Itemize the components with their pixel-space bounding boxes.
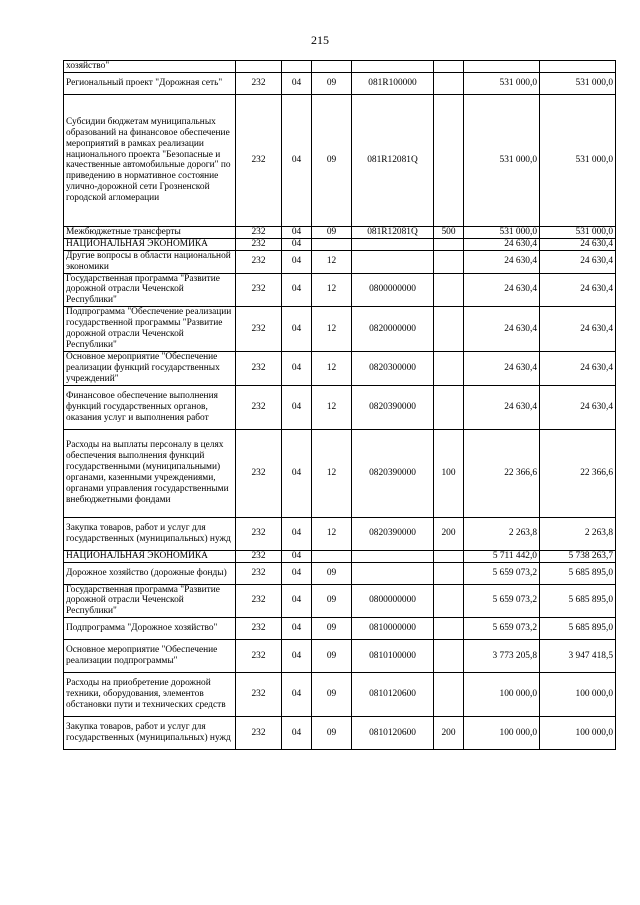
table-row [64, 61, 616, 73]
row-section: 04 [282, 273, 312, 307]
row-target-code: 081R12081Q [352, 226, 434, 238]
row-code: 232 [236, 250, 282, 273]
row-name: Региональный проект "Дорожная сеть" [64, 72, 236, 94]
row-code: 232 [236, 584, 282, 618]
row-expense-type [434, 673, 464, 717]
row-expense-type [434, 94, 464, 226]
row-expense-type [434, 250, 464, 273]
row-code: 232 [236, 94, 282, 226]
row-amount-year-1: 5 659 073,2 [464, 562, 540, 584]
row-name: Основное мероприятие "Обеспечение реализации подпрограммы" [64, 640, 236, 673]
row-subsection: 09 [312, 618, 352, 640]
row-section: 04 [282, 640, 312, 673]
row-amount-year-2: 3 947 418,5 [540, 640, 616, 673]
row-amount-year-2: 531 000,0 [540, 72, 616, 94]
row-section: 04 [282, 307, 312, 352]
row-target-code: 0820300000 [352, 351, 434, 385]
row-subsection: 12 [312, 307, 352, 352]
row-amount-year-2: 5 738 263,7 [540, 550, 616, 562]
row-target-code [352, 250, 434, 273]
row-target-code: 0820390000 [352, 429, 434, 517]
page-number: 215 [311, 33, 329, 47]
row-expense-type [434, 72, 464, 94]
row-name: Закупка товаров, работ и услуг для государственных (муниципальных) нужд [64, 717, 236, 750]
row-amount-year-2: 5 685 895,0 [540, 618, 616, 640]
row-section: 04 [282, 250, 312, 273]
row-amount-year-2: 531 000,0 [540, 226, 616, 238]
row-code: 232 [236, 517, 282, 550]
row-section: 04 [282, 429, 312, 517]
row-subsection: 09 [312, 673, 352, 717]
row-subsection: 09 [312, 717, 352, 750]
row-amount-year-1: 531 000,0 [464, 226, 540, 238]
row-target-code [352, 238, 434, 250]
row-code: 232 [236, 562, 282, 584]
row-amount-year-1: 100 000,0 [464, 717, 540, 750]
table-row [64, 273, 616, 307]
table-row [64, 717, 616, 750]
row-section: 04 [282, 673, 312, 717]
row-expense-type [434, 238, 464, 250]
row-expense-type: 200 [434, 717, 464, 750]
row-amount-year-1: 24 630,4 [464, 273, 540, 307]
row-amount-year-2: 22 366,6 [540, 429, 616, 517]
row-code: 232 [236, 550, 282, 562]
row-code: 232 [236, 273, 282, 307]
row-target-code: 0810000000 [352, 618, 434, 640]
table-row [64, 238, 616, 250]
row-section: 04 [282, 238, 312, 250]
row-amount-year-2: 100 000,0 [540, 717, 616, 750]
row-code: 232 [236, 385, 282, 429]
row-name: Подпрограмма "Обеспечение реализации государственной программы "Развитие дорожной отрасли Чеченской Республики" [64, 307, 236, 352]
row-subsection: 09 [312, 584, 352, 618]
table-row [64, 351, 616, 385]
row-name: Государственная программа "Развитие дорожной отрасли Чеченской Республики" [64, 273, 236, 307]
row-subsection: 12 [312, 250, 352, 273]
row-name: Основное мероприятие "Обеспечение реализации функций государственных учреждений" [64, 351, 236, 385]
row-expense-type [434, 351, 464, 385]
row-subsection [312, 61, 352, 73]
row-section: 04 [282, 351, 312, 385]
row-name: Межбюджетные трансферты [64, 226, 236, 238]
row-amount-year-1: 24 630,4 [464, 385, 540, 429]
table-row [64, 307, 616, 352]
row-expense-type [434, 385, 464, 429]
row-name: Дорожное хозяйство (дорожные фонды) [64, 562, 236, 584]
row-subsection: 12 [312, 517, 352, 550]
budget-table [63, 60, 616, 750]
table-row [64, 385, 616, 429]
table-row [64, 94, 616, 226]
row-amount-year-1: 3 773 205,8 [464, 640, 540, 673]
row-amount-year-1: 24 630,4 [464, 351, 540, 385]
row-amount-year-2: 24 630,4 [540, 273, 616, 307]
row-expense-type [434, 618, 464, 640]
row-target-code: 081R100000 [352, 72, 434, 94]
row-name: Субсидии бюджетам муниципальных образований на финансовое обеспечение мероприятий в рамках реализации национального проекта "Безопасные и качественные автомобильные дороги" по приведению в нормативное состояние улично-дорожной сети Грозненской городской агломерации [64, 94, 236, 226]
row-name: Расходы на выплаты персоналу в целях обеспечения выполнения функций государственными (муниципальными) органами, казенными учреждениями, органами управления государственными внебюджетными фондами [64, 429, 236, 517]
row-expense-type: 200 [434, 517, 464, 550]
row-target-code [352, 550, 434, 562]
table-body [64, 61, 616, 750]
row-code: 232 [236, 640, 282, 673]
row-subsection: 12 [312, 351, 352, 385]
row-expense-type [434, 584, 464, 618]
row-subsection: 12 [312, 385, 352, 429]
row-section: 04 [282, 226, 312, 238]
row-expense-type: 500 [434, 226, 464, 238]
row-target-code [352, 562, 434, 584]
table-row [64, 673, 616, 717]
table-row [64, 584, 616, 618]
row-target-code: 0810100000 [352, 640, 434, 673]
row-subsection: 12 [312, 429, 352, 517]
row-amount-year-2: 24 630,4 [540, 307, 616, 352]
row-amount-year-1: 24 630,4 [464, 238, 540, 250]
row-expense-type [434, 550, 464, 562]
row-subsection [312, 550, 352, 562]
row-target-code: 0820390000 [352, 385, 434, 429]
row-amount-year-2: 24 630,4 [540, 351, 616, 385]
row-subsection: 09 [312, 94, 352, 226]
row-amount-year-1: 531 000,0 [464, 72, 540, 94]
row-expense-type [434, 61, 464, 73]
row-section: 04 [282, 517, 312, 550]
row-code: 232 [236, 351, 282, 385]
row-subsection: 09 [312, 72, 352, 94]
row-section: 04 [282, 94, 312, 226]
table-row [64, 550, 616, 562]
row-code: 232 [236, 226, 282, 238]
row-target-code [352, 61, 434, 73]
row-amount-year-1: 24 630,4 [464, 250, 540, 273]
row-amount-year-1: 5 659 073,2 [464, 584, 540, 618]
row-amount-year-2 [540, 61, 616, 73]
row-subsection: 12 [312, 273, 352, 307]
row-expense-type [434, 562, 464, 584]
row-section: 04 [282, 550, 312, 562]
row-amount-year-1: 100 000,0 [464, 673, 540, 717]
row-name: Другие вопросы в области национальной экономики [64, 250, 236, 273]
row-amount-year-2: 2 263,8 [540, 517, 616, 550]
row-expense-type [434, 273, 464, 307]
row-amount-year-2: 24 630,4 [540, 250, 616, 273]
row-code: 232 [236, 72, 282, 94]
row-amount-year-1: 22 366,6 [464, 429, 540, 517]
row-amount-year-1: 5 659 073,2 [464, 618, 540, 640]
row-code: 232 [236, 429, 282, 517]
row-expense-type [434, 307, 464, 352]
row-code: 232 [236, 238, 282, 250]
row-code: 232 [236, 307, 282, 352]
row-subsection: 09 [312, 640, 352, 673]
row-section: 04 [282, 584, 312, 618]
row-name: Подпрограмма "Дорожное хозяйство" [64, 618, 236, 640]
row-name: хозяйство" [64, 61, 236, 73]
row-amount-year-2: 24 630,4 [540, 385, 616, 429]
row-target-code: 0810120600 [352, 673, 434, 717]
table-row [64, 72, 616, 94]
row-section [282, 61, 312, 73]
row-section: 04 [282, 72, 312, 94]
row-target-code: 0820000000 [352, 307, 434, 352]
row-amount-year-1: 5 711 442,0 [464, 550, 540, 562]
row-name: НАЦИОНАЛЬНАЯ ЭКОНОМИКА [64, 238, 236, 250]
row-section: 04 [282, 385, 312, 429]
row-amount-year-2: 24 630,4 [540, 238, 616, 250]
row-subsection [312, 238, 352, 250]
row-section: 04 [282, 618, 312, 640]
row-amount-year-1: 531 000,0 [464, 94, 540, 226]
row-amount-year-1: 24 630,4 [464, 307, 540, 352]
row-name: Расходы на приобретение дорожной техники, оборудования, элементов обстановки пути и технических средств [64, 673, 236, 717]
row-expense-type [434, 640, 464, 673]
table-row [64, 618, 616, 640]
row-code [236, 61, 282, 73]
row-amount-year-2: 5 685 895,0 [540, 584, 616, 618]
table-row [64, 429, 616, 517]
row-code: 232 [236, 717, 282, 750]
row-section: 04 [282, 717, 312, 750]
row-subsection: 09 [312, 562, 352, 584]
table-row [64, 226, 616, 238]
row-target-code: 0820390000 [352, 517, 434, 550]
row-name: Финансовое обеспечение выполнения функций государственных органов, оказания услуг и выполнения работ [64, 385, 236, 429]
row-code: 232 [236, 673, 282, 717]
row-amount-year-2: 531 000,0 [540, 94, 616, 226]
row-target-code: 0810120600 [352, 717, 434, 750]
table-row [64, 640, 616, 673]
row-amount-year-1: 2 263,8 [464, 517, 540, 550]
table-row [64, 562, 616, 584]
table-row [64, 517, 616, 550]
row-target-code: 0800000000 [352, 273, 434, 307]
row-code: 232 [236, 618, 282, 640]
row-section: 04 [282, 562, 312, 584]
row-subsection: 09 [312, 226, 352, 238]
row-name: Закупка товаров, работ и услуг для государственных (муниципальных) нужд [64, 517, 236, 550]
row-name: Государственная программа "Развитие дорожной отрасли Чеченской Республики" [64, 584, 236, 618]
row-amount-year-1 [464, 61, 540, 73]
row-target-code: 081R12081Q [352, 94, 434, 226]
table-row [64, 250, 616, 273]
row-expense-type: 100 [434, 429, 464, 517]
row-amount-year-2: 5 685 895,0 [540, 562, 616, 584]
row-target-code: 0800000000 [352, 584, 434, 618]
row-amount-year-2: 100 000,0 [540, 673, 616, 717]
row-name: НАЦИОНАЛЬНАЯ ЭКОНОМИКА [64, 550, 236, 562]
